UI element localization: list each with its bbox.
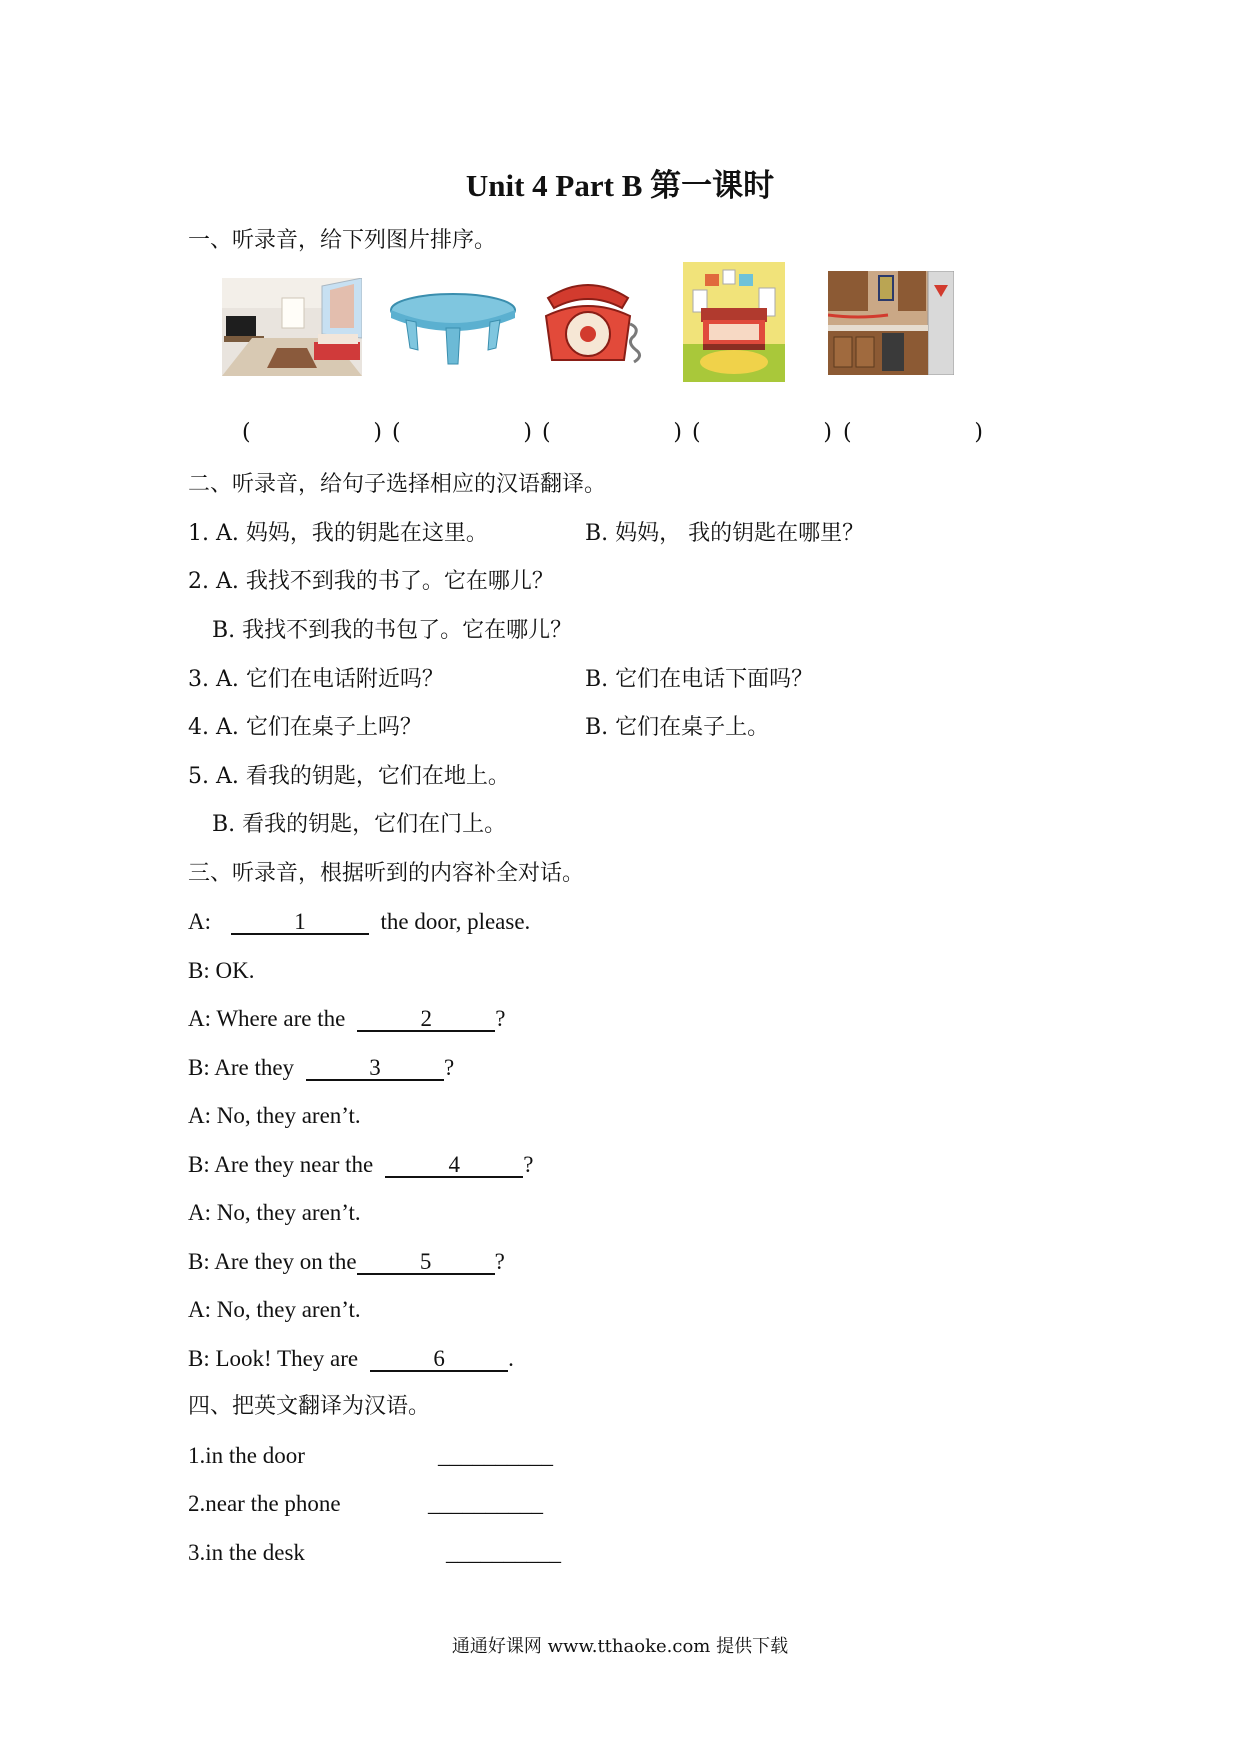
dialog-line-8: B: Are they on the 5 ? (188, 1249, 505, 1274)
answer-bracket-3[interactable]: ( ) (542, 420, 682, 445)
q3-option-b: B. 它们在电话下面吗？ (585, 667, 814, 692)
q4-option-a: 4. A. 它们在桌子上吗？ (188, 715, 422, 740)
blank-2[interactable]: 2 (357, 1008, 495, 1032)
blank-4[interactable]: 4 (385, 1154, 523, 1178)
q1-option-b: B. 妈妈， 我的钥匙在哪里？ (585, 521, 865, 546)
translate-blank-3[interactable]: __________ (446, 1540, 561, 1565)
dialog-line-6: B: Are they near the 4 ? (188, 1152, 534, 1177)
answer-bracket-2[interactable]: ( ) (392, 420, 532, 445)
kitchen-picture (828, 271, 954, 375)
section2-heading: 二、听录音，给句子选择相应的汉语翻译。 (188, 472, 607, 497)
page-title: Unit 4 Part B 第一课时 (465, 168, 775, 203)
translate-blank-2[interactable]: __________ (428, 1491, 543, 1516)
dialog-line-7: A: No, they aren’t. (188, 1200, 361, 1225)
q1-option-a: 1. A. 妈妈，我的钥匙在这里。 (188, 521, 488, 546)
dialog-line-3: A: Where are the 2 ? (188, 1006, 506, 1031)
dialog-line-4: B: Are they 3 ? (188, 1055, 455, 1080)
dialog-line-1: A: 1 the door, please. (188, 909, 531, 934)
table-picture (388, 288, 518, 368)
blank-1[interactable]: 1 (231, 911, 369, 935)
translate-item-3: 3.in the desk (188, 1540, 305, 1565)
answer-bracket-4[interactable]: ( ) (692, 420, 832, 445)
living-room-picture (222, 278, 362, 376)
dialog-line-2: B: OK. (188, 958, 255, 983)
answer-bracket-1[interactable]: ( ) (242, 420, 382, 445)
dialog-line-9: A: No, they aren’t. (188, 1297, 361, 1322)
bedroom-picture (683, 262, 785, 382)
translate-item-1: 1.in the door (188, 1443, 305, 1468)
q5-option-b: B. 看我的钥匙，它们在门上。 (212, 812, 507, 837)
answer-bracket-5[interactable]: ( ) (843, 420, 983, 445)
blank-3[interactable]: 3 (306, 1057, 444, 1081)
q5-option-a: 5. A. 看我的钥匙，它们在地上。 (188, 764, 510, 789)
footer-text: 通通好课网 www.tthaoke.com 提供下载 (451, 1636, 789, 1657)
q3-option-a: 3. A. 它们在电话附近吗？ (188, 667, 444, 692)
q2-option-b: B. 我找不到我的书包了。它在哪儿？ (212, 618, 573, 643)
q2-option-a: 2. A. 我找不到我的书了。它在哪儿？ (188, 569, 554, 594)
section3-heading: 三、听录音，根据听到的内容补全对话。 (188, 861, 585, 886)
dialog-line-10: B: Look! They are 6 . (188, 1346, 514, 1371)
translate-item-2: 2.near the phone (188, 1491, 341, 1516)
translate-blank-1[interactable]: __________ (438, 1443, 553, 1468)
section1-heading: 一、听录音，给下列图片排序。 (188, 228, 497, 253)
blank-5[interactable]: 5 (357, 1251, 495, 1275)
section4-heading: 四、把英文翻译为汉语。 (188, 1394, 431, 1419)
blank-6[interactable]: 6 (370, 1348, 508, 1372)
dialog-line-5: A: No, they aren’t. (188, 1103, 361, 1128)
q4-option-b: B. 它们在桌子上。 (585, 715, 770, 740)
telephone-picture (538, 276, 648, 366)
